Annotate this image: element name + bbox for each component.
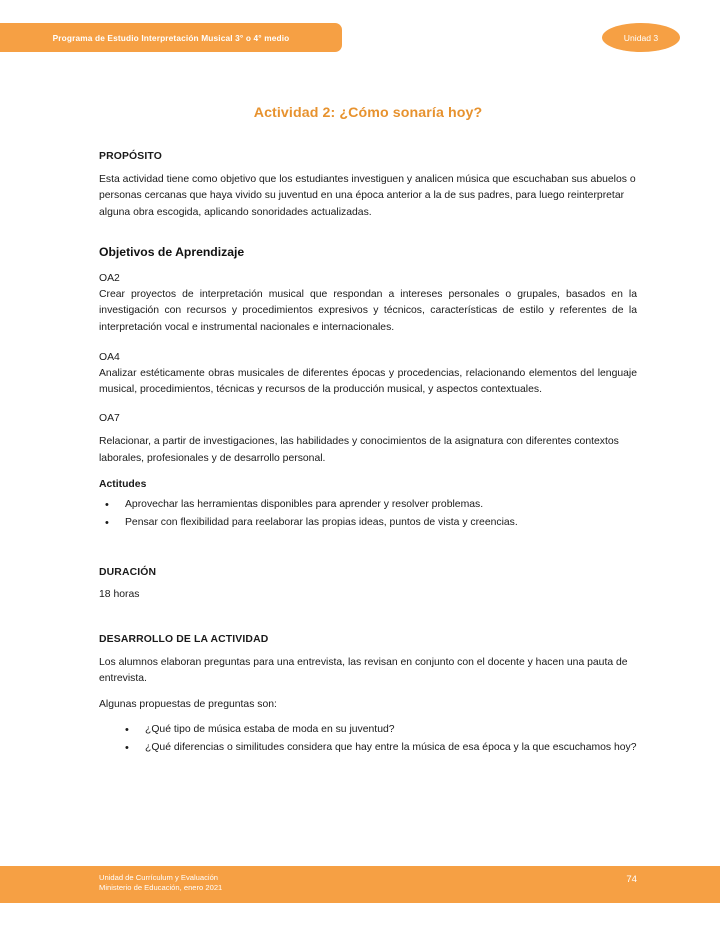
list-item: • Pensar con flexibilidad para reelaborar las propias ideas, puntos de vista y creencias. bbox=[99, 515, 637, 531]
oa-text-oa2: Crear proyectos de interpretación musical que respondan a intereses personales o grupales, basados en la investigación con recursos y procedimientos expresivos y técnicos, características de estilo y referentes de la interpretación vocal e instrumental nacionales e internacionales. bbox=[99, 288, 637, 333]
program-title-label: Programa de Estudio Interpretación Musical 3° o 4° medio bbox=[52, 32, 290, 43]
page-title: Actividad 2: ¿Cómo sonaría hoy? bbox=[253, 105, 483, 121]
desarrollo-heading: DESARROLLO DE LA ACTIVIDAD bbox=[99, 633, 269, 645]
list-item: • ¿Qué diferencias o similitudes considera que hay entre la música de esa época y la que escuchamos hoy? bbox=[99, 740, 637, 756]
oa-code-oa4: OA4 bbox=[99, 352, 120, 364]
footer-credits bbox=[99, 873, 222, 893]
objetivos-heading: Objetivos de Aprendizaje bbox=[99, 245, 245, 260]
proposito-heading: PROPÓSITO bbox=[99, 151, 162, 162]
oa-code-oa7: OA7 bbox=[99, 412, 120, 424]
oa-code-oa2: OA2 bbox=[99, 273, 120, 285]
desarrollo-paragraph-2: Algunas propuestas de preguntas son: bbox=[99, 698, 277, 710]
footer-line-1: Unidad de Currículum y Evaluación bbox=[99, 873, 219, 882]
actitudes-list bbox=[99, 497, 637, 531]
oa-text-oa7: Relacionar, a partir de investigaciones, las habilidades y conocimientos de la asignatura con diferentes contextos laborales, profesionales y de desarrollo personal. bbox=[99, 436, 619, 464]
proposito-body: Esta actividad tiene como objetivo que los estudiantes investiguen y analicen música que escuchaban sus abuelos o personas cercanas que haya vivido su juventud en una época anterior a la de sus padres, para luego reinterpretar alguna obra escogida, aplicando sonoridades actualizadas. bbox=[99, 174, 636, 218]
page-number: 74 bbox=[626, 874, 637, 885]
preguntas-list bbox=[99, 722, 637, 756]
document-body bbox=[0, 66, 720, 758]
duracion-heading: DURACIÓN bbox=[99, 567, 157, 579]
unit-badge-label: Unidad 3 bbox=[623, 32, 659, 43]
page-footer bbox=[0, 866, 720, 903]
duracion-value: 18 horas bbox=[99, 589, 140, 601]
actitudes-heading: Actitudes bbox=[99, 479, 147, 491]
program-title-bar bbox=[0, 23, 342, 52]
footer-line-2: Ministerio de Educación, enero 2021 bbox=[99, 883, 223, 893]
page-header bbox=[0, 0, 720, 66]
oa-text-oa4: Analizar estéticamente obras musicales de diferentes épocas y procedencias, relacionando elementos del lenguaje musical, procedimientos, técnicas y recursos de la producción musical, y aspectos contextuales. bbox=[99, 367, 637, 396]
desarrollo-paragraph-1: Los alumnos elaboran preguntas para una entrevista, las revisan en conjunto con el docente y hacen una pauta de entrevista. bbox=[99, 656, 628, 685]
list-item: • ¿Qué tipo de música estaba de moda en su juventud? bbox=[99, 722, 637, 738]
unit-badge bbox=[602, 23, 680, 52]
list-item: • Aprovechar las herramientas disponibles para aprender y resolver problemas. bbox=[99, 497, 637, 513]
